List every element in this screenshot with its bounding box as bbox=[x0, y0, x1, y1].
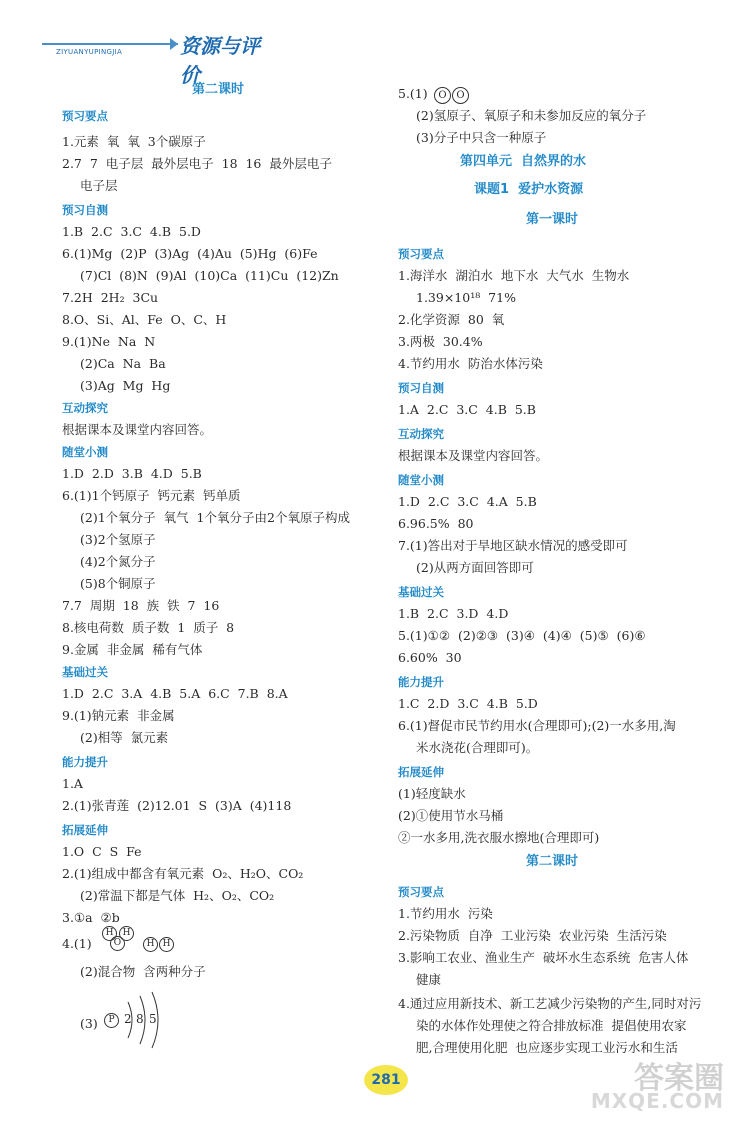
answer-line: (2)常温下都是气体 H₂、O₂、CO₂ bbox=[80, 888, 275, 903]
answer-line: 9.(1)钠元素 非金属 bbox=[62, 708, 175, 723]
answer-line: 9.(1)Ne Na N bbox=[62, 334, 156, 349]
answer-line: 4.通过应用新技术、新工艺减少污染物的产生,同时对污 bbox=[398, 996, 702, 1011]
header-title: 资源与评价 bbox=[180, 34, 260, 87]
answer-line: 9.金属 非金属 稀有气体 bbox=[62, 642, 203, 657]
section-heading: 基础过关 bbox=[62, 665, 108, 679]
nucleus: P bbox=[104, 1013, 119, 1028]
section-heading: 随堂小测 bbox=[62, 445, 108, 459]
answer-line: (2)①使用节水马桶 bbox=[398, 808, 504, 823]
water-molecule-diagram bbox=[102, 926, 142, 956]
answer-line: 6.(1)督促市民节约用水(合理即可);(2)一水多用,淘 bbox=[398, 718, 676, 733]
section-heading: 互动探究 bbox=[62, 401, 108, 415]
answer-line: 6.(1)1个钙原子 钙元素 钙单质 bbox=[62, 488, 241, 503]
hydrogen-atom-1: H bbox=[102, 926, 117, 941]
section-heading: 基础过关 bbox=[398, 585, 444, 599]
watermark-top: 答案圈 bbox=[634, 1061, 724, 1096]
answer-line: (2)Ca Na Ba bbox=[80, 356, 166, 371]
answer-line: 1.39×10¹⁸ 71% bbox=[416, 290, 516, 305]
answer-line: (2)从两方面回答即可 bbox=[416, 560, 534, 575]
answer-line: (7)Cl (8)N (9)Al (10)Ca (11)Cu (12)Zn bbox=[80, 268, 339, 283]
answer-line: 1.D 2.D 3.B 4.D 5.B bbox=[62, 466, 202, 481]
answer-line: (3)分子中只含一种原子 bbox=[416, 130, 547, 145]
answer-line: ②一水多用,洗衣服水擦地(合理即可) bbox=[398, 830, 600, 845]
answer-line: 8.核电荷数 质子数 1 质子 8 bbox=[62, 620, 235, 635]
header-banner bbox=[42, 24, 272, 87]
answer-line: 1.D 2.C 3.A 4.B 5.A 6.C 7.B 8.A bbox=[62, 686, 288, 701]
header-subtitle: ZIYUANYUPINGJIA bbox=[56, 48, 123, 56]
answer-line: 1.D 2.C 3.C 4.A 5.B bbox=[398, 494, 537, 509]
answer-line: 3.两极 30.4% bbox=[398, 334, 483, 349]
hydrogen-molecule-diagram bbox=[143, 934, 175, 953]
answer-line: 2.污染物质 自净 工业污染 农业污染 生活污染 bbox=[398, 928, 667, 943]
shell-2-count: 8 bbox=[136, 1012, 144, 1026]
answer-line: 2.7 7 电子层 最外层电子 18 16 最外层电子 bbox=[62, 156, 332, 171]
answer-line: (3)Ag Mg Hg bbox=[80, 378, 171, 393]
hydrogen-atom-3: H bbox=[143, 937, 158, 952]
section-heading: 课题1 爱护水资源 bbox=[474, 182, 584, 197]
section-heading: 第四单元 自然界的水 bbox=[460, 154, 587, 169]
section-heading: 拓展延伸 bbox=[398, 765, 444, 779]
header-arrow-icon bbox=[170, 38, 178, 50]
answer-line: (2)混合物 含两种分子 bbox=[80, 964, 206, 979]
page-number: 281 bbox=[364, 1065, 408, 1095]
section-heading: 第一课时 bbox=[526, 212, 579, 227]
oxygen-atom: O bbox=[110, 936, 125, 951]
answer-line: 8.O、Si、Al、Fe O、C、H bbox=[62, 312, 227, 327]
answer-line: 6.60% 30 bbox=[398, 650, 462, 665]
atom-structure-diagram bbox=[100, 990, 180, 1050]
answer-line: 3.①a ②b bbox=[62, 910, 120, 925]
section-heading: 预习自测 bbox=[398, 381, 444, 395]
answer-line: 7.(1)答出对于旱地区缺水情况的感受即可 bbox=[398, 538, 628, 553]
hydrogen-atom-4: H bbox=[159, 937, 174, 952]
shell-3-count: 5 bbox=[149, 1012, 157, 1026]
answer-line: 根据课本及课堂内容回答。 bbox=[62, 422, 213, 437]
section-heading: 预习自测 bbox=[62, 203, 108, 217]
answer-line: 根据课本及课堂内容回答。 bbox=[398, 448, 549, 463]
answer-line: 3.影响工农业、渔业生产 破坏水生态系统 危害人体 bbox=[398, 950, 689, 965]
answer-line: 4.(1) bbox=[62, 936, 92, 951]
answer-line: 米水浇花(合理即可)。 bbox=[416, 740, 539, 755]
answer-line: 1.元素 氧 氧 3个碳原子 bbox=[62, 134, 206, 149]
watermark-bottom: MXQE.COM bbox=[590, 1089, 724, 1113]
answer-line: 2.(1)张青莲 (2)12.01 S (3)A (4)118 bbox=[62, 798, 292, 813]
answer-line: (2)相等 氯元素 bbox=[80, 730, 169, 745]
answer-line: 7.7 周期 18 族 铁 7 16 bbox=[62, 598, 220, 613]
section-heading: 互动探究 bbox=[398, 427, 444, 441]
section-heading: 预习要点 bbox=[398, 885, 444, 899]
answer-line: 电子层 bbox=[80, 178, 118, 193]
answer-line: 1.A bbox=[62, 776, 83, 791]
watermark bbox=[542, 1053, 732, 1113]
section-heading: 第二课时 bbox=[526, 854, 579, 869]
section-heading: 第二课时 bbox=[192, 82, 245, 97]
q5-molecule-diagram bbox=[434, 85, 470, 104]
section-heading: 拓展延伸 bbox=[62, 823, 108, 837]
section-heading: 预习要点 bbox=[62, 109, 108, 123]
answer-line: (4)2个氮分子 bbox=[80, 554, 156, 569]
answer-line: 1.B 2.C 3.C 4.B 5.D bbox=[62, 224, 201, 239]
answer-line: 1.O C S Fe bbox=[62, 844, 142, 859]
answer-line: 6.96.5% 80 bbox=[398, 516, 474, 531]
answer-line: 5.(1) bbox=[398, 86, 428, 101]
section-heading: 随堂小测 bbox=[398, 473, 444, 487]
answer-line: 健康 bbox=[416, 972, 442, 987]
answer-line: 1.节约用水 污染 bbox=[398, 906, 493, 921]
answer-line: (3)2个氢原子 bbox=[80, 532, 156, 547]
answer-line: (2)氢原子、氧原子和未参加反应的氧分子 bbox=[416, 108, 647, 123]
answer-line: 1.B 2.C 3.D 4.D bbox=[398, 606, 509, 621]
answer-line: 2.化学资源 80 氧 bbox=[398, 312, 505, 327]
oxygen-atom-2: O bbox=[452, 87, 469, 104]
answer-line: 5.(1)①② (2)②③ (3)④ (4)④ (5)⑤ (6)⑥ bbox=[398, 628, 646, 643]
answer-line: (2)1个氧分子 氧气 1个氧分子由2个氧原子构成 bbox=[80, 510, 350, 525]
hydrogen-atom-2: H bbox=[119, 926, 134, 941]
shell-1-count: 2 bbox=[124, 1012, 132, 1026]
answer-line: 1.海洋水 湖泊水 地下水 大气水 生物水 bbox=[398, 268, 630, 283]
answer-line: 2.(1)组成中都含有氧元素 O₂、H₂O、CO₂ bbox=[62, 866, 304, 881]
answer-line: 肥,合理使用化肥 也应逐步实现工业污水和生活 bbox=[416, 1040, 678, 1055]
section-heading: 预习要点 bbox=[398, 247, 444, 261]
section-heading: 能力提升 bbox=[398, 675, 444, 689]
answer-line: 1.A 2.C 3.C 4.B 5.B bbox=[398, 402, 536, 417]
oxygen-atom-1: O bbox=[434, 87, 451, 104]
section-heading: 能力提升 bbox=[62, 755, 108, 769]
answer-line: 染的水体作处理使之符合排放标准 提倡使用农家 bbox=[416, 1018, 687, 1033]
answer-line: 4.节约用水 防治水体污染 bbox=[398, 356, 543, 371]
answer-line: (3) bbox=[80, 1016, 98, 1031]
answer-line: (5)8个铜原子 bbox=[80, 576, 156, 591]
answer-line: (1)轻度缺水 bbox=[398, 786, 466, 801]
answer-line: 7.2H 2H₂ 3Cu bbox=[62, 290, 159, 305]
header-line bbox=[42, 43, 178, 45]
answer-line: 1.C 2.D 3.C 4.B 5.D bbox=[398, 696, 538, 711]
answer-line: 6.(1)Mg (2)P (3)Ag (4)Au (5)Hg (6)Fe bbox=[62, 246, 318, 261]
